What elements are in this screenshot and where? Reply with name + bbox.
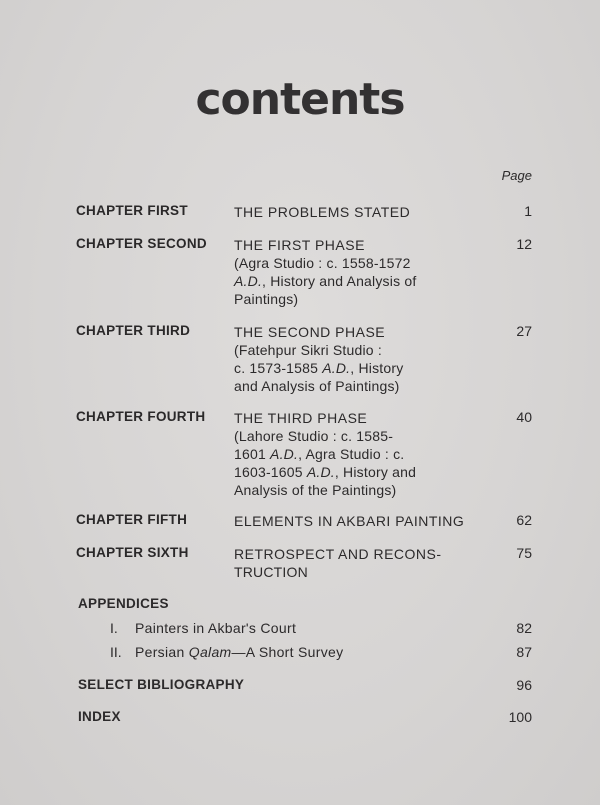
- appendix-number: I.: [110, 620, 118, 636]
- chapter-title: RETROSPECT AND RECONS- TRUCTION: [234, 545, 474, 581]
- chapter-subtitle-line: Paintings): [234, 291, 299, 307]
- appendix-title: Painters in Akbar's Court: [135, 620, 297, 636]
- section-label: SELECT BIBLIOGRAPHY: [78, 677, 245, 692]
- page-number: 100: [508, 709, 532, 725]
- section-label: INDEX: [78, 709, 121, 724]
- chapter-subtitle-line: 1603-1605 A.D., History and: [234, 464, 417, 480]
- page-number: 12: [516, 236, 532, 252]
- chapter-subtitle-line: and Analysis of Paintings): [234, 378, 400, 394]
- page-number: 40: [516, 409, 532, 425]
- page-number: 27: [516, 323, 532, 339]
- page-number: 62: [516, 512, 532, 528]
- page-number: 82: [516, 620, 532, 636]
- page-number: 96: [516, 677, 532, 693]
- chapter-title: THE FIRST PHASE (Agra Studio : c. 1558-1572 A.D., History and Analysis of Paintings): [234, 236, 474, 308]
- appendix-title: Persian Qalam—A Short Survey: [135, 644, 344, 660]
- chapter-title: THE PROBLEMS STATED: [234, 204, 411, 220]
- page-number: 1: [524, 203, 532, 219]
- chapter-title: ELEMENTS IN AKBARI PAINTING: [234, 513, 465, 529]
- chapter-label: CHAPTER FIRST: [76, 203, 188, 218]
- chapter-title: THE THIRD PHASE (Lahore Studio : c. 1585- 1601 A.D., Agra Studio : c. 1603-1605 A.D., History and Analysis of the Paintings): [234, 409, 474, 499]
- chapter-subtitle-line: A.D., History and Analysis of: [234, 273, 417, 289]
- page-title: contents: [195, 74, 405, 125]
- page-number: 87: [516, 644, 532, 660]
- chapter-subtitle-line: c. 1573-1585 A.D., History: [234, 360, 404, 376]
- chapter-label: CHAPTER SECOND: [76, 236, 207, 251]
- appendix-number: II.: [110, 644, 122, 660]
- chapter-subtitle-line: (Lahore Studio : c. 1585-: [234, 428, 394, 444]
- chapter-subtitle-line: 1601 A.D., Agra Studio : c.: [234, 446, 405, 462]
- chapter-subtitle-line: TRUCTION: [234, 564, 308, 580]
- page-number: 75: [516, 545, 532, 561]
- chapter-subtitle-line: Analysis of the Paintings): [234, 482, 397, 498]
- page-column-label: Page: [501, 168, 532, 183]
- chapter-subtitle-line: (Fatehpur Sikri Studio :: [234, 342, 382, 358]
- section-label: APPENDICES: [78, 596, 169, 611]
- chapter-label: CHAPTER FIFTH: [76, 512, 188, 527]
- chapter-label: CHAPTER SIXTH: [76, 545, 189, 560]
- chapter-label: CHAPTER FOURTH: [76, 409, 206, 424]
- chapter-label: CHAPTER THIRD: [76, 323, 191, 338]
- chapter-subtitle-line: (Agra Studio : c. 1558-1572: [234, 255, 411, 271]
- chapter-title: THE SECOND PHASE (Fatehpur Sikri Studio : c. 1573-1585 A.D., History and Analysis of Paintings): [234, 323, 474, 395]
